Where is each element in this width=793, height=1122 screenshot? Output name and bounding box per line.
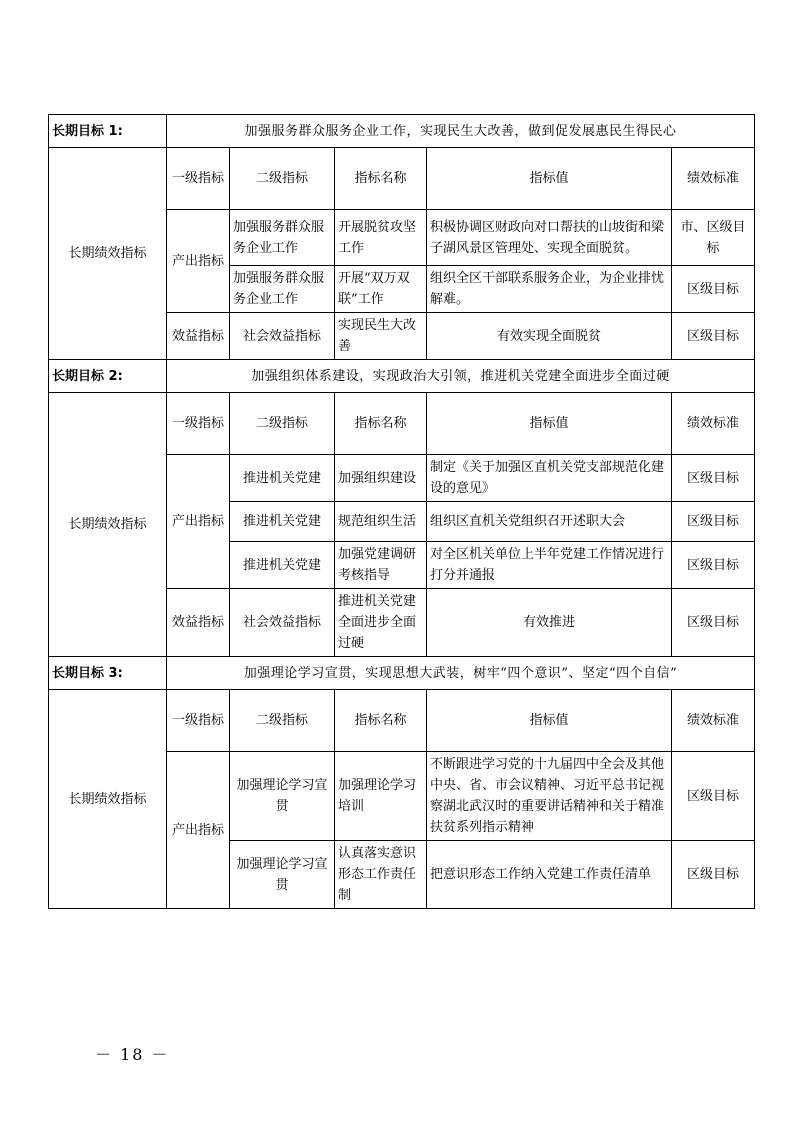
- level2-cell: 加强服务群众服务企业工作: [230, 266, 335, 313]
- header-value: 指标值: [427, 148, 672, 210]
- long-term-perf-label: 长期绩效指标: [49, 690, 167, 909]
- goal-label: 长期目标 3:: [49, 657, 167, 690]
- goal-text: 加强理论学习宣贯，实现思想大武装，树牢“四个意识”、坚定“四个自信”: [167, 657, 755, 690]
- page-number: － 18 －: [95, 1045, 170, 1064]
- goal-label: 长期目标 1:: [49, 115, 167, 148]
- goal-text: 加强服务群众服务企业工作，实现民生大改善，做到促发展惠民生得民心: [167, 115, 755, 148]
- header-level1: 一级指标: [167, 393, 230, 455]
- header-level2: 二级指标: [230, 393, 335, 455]
- header-standard: 绩效标准: [672, 148, 755, 210]
- header-standard: 绩效标准: [672, 690, 755, 752]
- standard-cell: 区级目标: [672, 841, 755, 909]
- output-label: 产出指标: [167, 455, 230, 589]
- indicator-header-row: [49, 690, 755, 752]
- goal-label: 长期目标 2:: [49, 360, 167, 393]
- level2-cell: 推进机关党建: [230, 502, 335, 542]
- indicator-value-cell: 有效实现全面脱贫: [427, 313, 672, 360]
- output-label: 产出指标: [167, 210, 230, 313]
- indicator-value-cell: 对全区机关单位上半年党建工作情况进行打分并通报: [427, 542, 672, 589]
- benefit-label: 效益指标: [167, 589, 230, 657]
- header-name: 指标名称: [335, 393, 427, 455]
- standard-cell: 区级目标: [672, 266, 755, 313]
- indicator-value-cell: 把意识形态工作纳入党建工作责任清单: [427, 841, 672, 909]
- level2-cell: 加强理论学习宣贯: [230, 752, 335, 841]
- level2-cell: 社会效益指标: [230, 313, 335, 360]
- header-value: 指标值: [427, 690, 672, 752]
- indicator-value-cell: 有效推进: [427, 589, 672, 657]
- level2-cell: 推进机关党建: [230, 455, 335, 502]
- indicator-value-cell: 制定《关于加强区直机关党支部规范化建设的意见》: [427, 455, 672, 502]
- header-level2: 二级指标: [230, 690, 335, 752]
- standard-cell: 区级目标: [672, 752, 755, 841]
- standard-cell: 区级目标: [672, 542, 755, 589]
- indicator-value-cell: 组织全区干部联系服务企业，为企业排忧解难。: [427, 266, 672, 313]
- goal-row: [49, 360, 755, 393]
- indicator-name-cell: 推进机关党建全面进步全面过硬: [335, 589, 427, 657]
- indicator-name-cell: 开展脱贫攻坚工作: [335, 210, 427, 266]
- indicator-name-cell: 开展“双万双联”工作: [335, 266, 427, 313]
- indicator-name-cell: 认真落实意识形态工作责任制: [335, 841, 427, 909]
- goal-text: 加强组织体系建设，实现政治大引领，推进机关党建全面进步全面过硬: [167, 360, 755, 393]
- benefit-label: 效益指标: [167, 313, 230, 360]
- level2-cell: 社会效益指标: [230, 589, 335, 657]
- indicator-name-cell: 实现民生大改善: [335, 313, 427, 360]
- goal-row: [49, 657, 755, 690]
- indicator-name-cell: 加强组织建设: [335, 455, 427, 502]
- header-standard: 绩效标准: [672, 393, 755, 455]
- indicator-header-row: [49, 393, 755, 455]
- standard-cell: 区级目标: [672, 455, 755, 502]
- indicator-value-cell: 积极协调区财政向对口帮扶的山坡街和梁子湖风景区管理处、实现全面脱贫。: [427, 210, 672, 266]
- indicator-name-cell: 规范组织生活: [335, 502, 427, 542]
- header-level1: 一级指标: [167, 690, 230, 752]
- indicator-value-cell: 组织区直机关党组织召开述职大会: [427, 502, 672, 542]
- header-level1: 一级指标: [167, 148, 230, 210]
- goal-row: [49, 115, 755, 148]
- standard-cell: 区级目标: [672, 502, 755, 542]
- performance-table: [48, 114, 755, 909]
- standard-cell: 市、区级目标: [672, 210, 755, 266]
- standard-cell: 区级目标: [672, 589, 755, 657]
- long-term-perf-label: 长期绩效指标: [49, 393, 167, 657]
- header-name: 指标名称: [335, 148, 427, 210]
- standard-cell: 区级目标: [672, 313, 755, 360]
- indicator-name-cell: 加强理论学习培训: [335, 752, 427, 841]
- header-value: 指标值: [427, 393, 672, 455]
- level2-cell: 加强理论学习宣贯: [230, 841, 335, 909]
- indicator-value-cell: 不断跟进学习党的十九届四中全会及其他中央、省、市会议精神、习近平总书记视察湖北武汉时的重要讲话精神和关于精准扶贫系列指示精神: [427, 752, 672, 841]
- indicator-header-row: [49, 148, 755, 210]
- header-level2: 二级指标: [230, 148, 335, 210]
- output-label: 产出指标: [167, 752, 230, 909]
- long-term-perf-label: 长期绩效指标: [49, 148, 167, 360]
- level2-cell: 推进机关党建: [230, 542, 335, 589]
- level2-cell: 加强服务群众服务企业工作: [230, 210, 335, 266]
- header-name: 指标名称: [335, 690, 427, 752]
- indicator-name-cell: 加强党建调研考核指导: [335, 542, 427, 589]
